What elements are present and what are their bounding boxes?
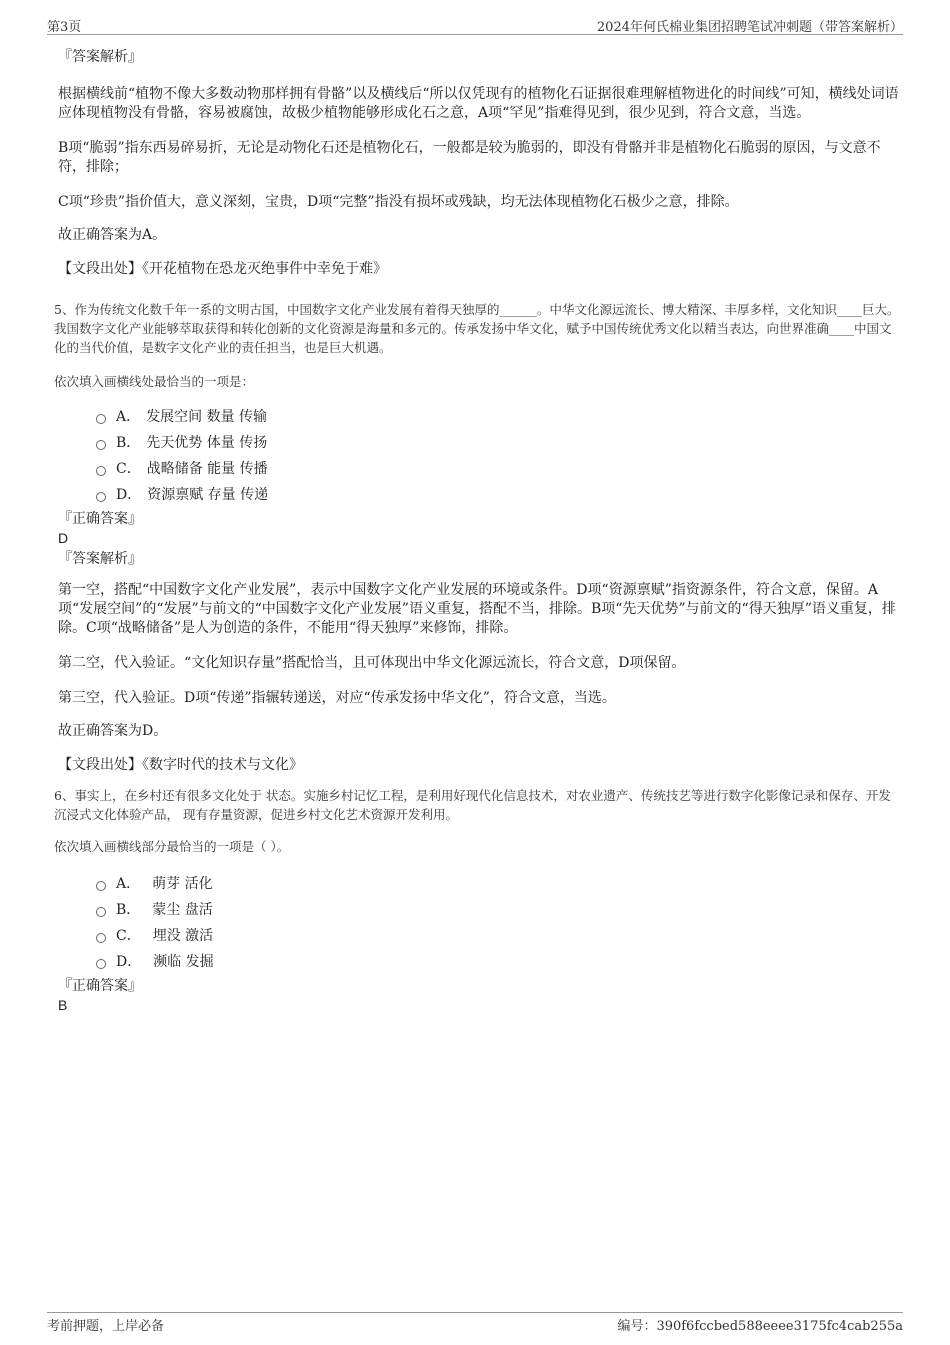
document-title: 2024年何氏棉业集团招聘笔试冲刺题（带答案解析） — [596, 20, 903, 35]
option-text: 战略储备 能量 传播 — [146, 461, 268, 477]
radio-icon[interactable] — [96, 440, 106, 450]
q5-option-a[interactable] — [96, 403, 902, 429]
q5-answer: D — [58, 530, 69, 546]
q4-analysis-label: 『答案解析』 — [58, 49, 142, 65]
q4-conclusion: 故正确答案为A。 — [58, 227, 167, 243]
q4-analysis-para-3: C项“珍贵”指价值大，意义深刻，宝贵，D项“完整”指没有损坏或残缺，均无法体现植物化石极少之意，排除。 — [58, 194, 739, 210]
option-text: 埋没 激活 — [152, 928, 214, 944]
option-letter: D． — [116, 487, 142, 503]
q5-conclusion: 故正确答案为D。 — [58, 723, 168, 739]
radio-icon[interactable] — [96, 492, 106, 502]
q6-option-d[interactable] — [96, 948, 902, 974]
option-text: 蒙尘 盘活 — [152, 902, 213, 918]
option-letter: B． — [116, 435, 141, 451]
q5-analysis-para-1: 第一空，搭配“中国数字文化产业发展”，表示中国数字文化产业发展的环境或条件。D项“资源禀赋”指资源条件，符合文意，保留。A项“发展空间”的“发展”与前文的“中国数字文化产业发展”语义重复，搭配不当，排除。B项“先天优势”与前文的“得天独厚”语义重复，排除。C项“战略储备”是人为创造的条件，不能用“得天独厚”来修饰，排除。 — [58, 582, 896, 636]
radio-icon[interactable] — [96, 959, 106, 969]
radio-icon[interactable] — [96, 414, 106, 424]
q6-answer-label: 『正确答案』 — [58, 978, 142, 994]
page-content — [54, 47, 902, 1014]
option-letter: A． — [116, 409, 141, 425]
radio-icon[interactable] — [96, 466, 106, 476]
q5-options — [96, 403, 902, 507]
option-letter: C． — [116, 461, 141, 477]
radio-icon[interactable] — [96, 933, 106, 943]
q6-option-c[interactable] — [96, 922, 902, 948]
q5-analysis-para-2: 第二空，代入验证。“文化知识存量”搭配恰当，且可体现出中华文化源远流长，符合文意，D项保留。 — [58, 655, 686, 671]
q4-analysis-para-1: 根据横线前“植物不像大多数动物那样拥有骨骼”以及横线后“所以仅凭现有的植物化石证据很难理解植物进化的时间线”可知，横线处词语应体现植物没有骨骼，容易被腐蚀，故极少植物能够形成化石之意，A项“罕见”指难得见到，很少见到，符合文意，当选。 — [58, 86, 899, 121]
option-letter: A． — [116, 876, 141, 892]
page-number: 第3页 — [47, 20, 82, 35]
option-text: 发展空间 数量 传输 — [146, 409, 268, 425]
q5-option-b[interactable] — [96, 429, 902, 455]
q6-options — [96, 870, 902, 974]
page-header — [47, 14, 903, 35]
q6-option-a[interactable] — [96, 870, 902, 896]
q5-analysis-label: 『答案解析』 — [58, 551, 142, 567]
q5-answer-label: 『正确答案』 — [58, 511, 142, 527]
option-text: 资源禀赋 存量 传递 — [147, 487, 269, 503]
q5-option-c[interactable] — [96, 455, 902, 481]
option-letter: C． — [116, 928, 141, 944]
document-id: 编号：390f6fccbed588eeee3175fc4cab255a — [617, 1319, 903, 1334]
q5-stem: 5、作为传统文化数千年一系的文明古国，中国数字文化产业发展有着得天独厚的______。中华文化源远流长、博大精深、丰厚多样，文化知识____巨大。我国数字文化产业能够萃取获得和转化创新的文化资源是海量和多元的。传承发扬中华文化，赋予中国传统优秀文化以精当表达，向世界准确____中国文化的当代价值，是数字文化产业的责任担当，也是巨大机遇。 — [54, 302, 900, 355]
q6-stem: 6、事实上，在乡村还有很多文化处于 状态。实施乡村记忆工程，是利用好现代化信息技术，对农业遗产、传统技艺等进行数字化影像记录和保存、开发沉浸式文化体验产品， 现有存量资源，促进乡村文化艺术资源开发利用。 — [54, 788, 891, 822]
q5-analysis-para-3: 第三空，代入验证。D项“传递”指辗转递送，对应“传承发扬中华文化”，符合文意，当选。 — [58, 690, 616, 706]
q6-option-b[interactable] — [96, 896, 902, 922]
q6-instruction: 依次填入画横线部分最恰当的一项是（ ）。 — [54, 839, 290, 854]
option-text: 先天优势 体量 传扬 — [146, 435, 268, 451]
option-text: 萌芽 活化 — [152, 876, 213, 892]
q6-answer: B — [58, 997, 68, 1013]
q4-source: 【文段出处】《开花植物在恐龙灭绝事件中幸免于难》 — [58, 261, 387, 277]
q5-source: 【文段出处】《数字时代的技术与文化》 — [58, 757, 303, 773]
page-footer — [47, 1312, 903, 1335]
option-letter: D． — [116, 954, 142, 970]
q4-analysis-para-2: B项“脆弱”指东西易碎易折，无论是动物化石还是植物化石，一般都是较为脆弱的，即没有骨骼并非是植物化石脆弱的原因，与文意不符，排除； — [58, 140, 881, 175]
radio-icon[interactable] — [96, 907, 106, 917]
option-letter: B． — [116, 902, 141, 918]
q5-option-d[interactable] — [96, 481, 902, 507]
option-text: 濒临 发掘 — [153, 954, 214, 970]
radio-icon[interactable] — [96, 881, 106, 891]
footer-slogan: 考前押题，上岸必备 — [47, 1319, 165, 1334]
q5-instruction: 依次填入画横线处最恰当的一项是： — [54, 374, 255, 389]
